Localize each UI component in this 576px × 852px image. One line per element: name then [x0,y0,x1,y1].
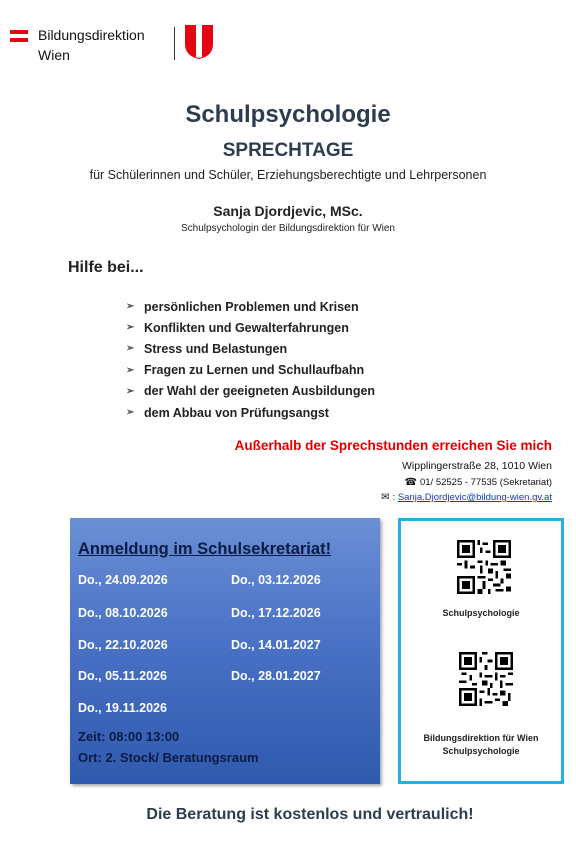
qr-code-icon[interactable] [457,540,511,594]
email-link[interactable]: Sanja.Djordjevic@bildung-wien.gv.at [397,492,552,503]
date-item: Do., 08.10.2026 [78,606,168,620]
qr-label-1: Schulpsychologie [442,608,520,618]
list-item: ➢ Fragen zu Lernen und Schullaufbahn [126,363,365,378]
date-item: Do., 28.01.2027 [231,669,321,683]
date-item: Do., 05.11.2026 [78,669,167,683]
date-item: Do., 17.12.2026 [231,606,321,620]
help-list [126,296,375,423]
appointment-time: Zeit: 08:00 13:00 [78,729,180,744]
appointment-place: Ort: 2. Stock/ Beratungsraum [78,750,259,765]
appointment-box [70,518,380,784]
bullet-icon: ➢ [126,385,135,397]
list-item: ➢ Konflikten und Gewalterfahrungen [126,320,349,335]
list-item: ➢ dem Abbau von Prüfungsangst [126,405,329,420]
bullet-icon: ➢ [126,407,135,419]
contact-heading: Außerhalb der Sprechstunden erreichen Sie mich [234,438,552,453]
contact-email: ✉ : Sanja.Djordjevic@bildung-wien.gv.at [381,492,552,503]
page-title: Schulpsychologie [185,101,391,128]
psychologist-name: Sanja Djordjevic, MSc. [213,203,363,219]
austria-flag-icon [10,30,28,42]
logo-line1: Bildungsdirektion [38,27,145,43]
date-item: Do., 22.10.2026 [78,638,168,652]
list-item: ➢ Stress und Belastungen [126,341,288,356]
bullet-icon: ➢ [126,322,135,334]
date-item: Do., 19.11.2026 [78,701,167,715]
qr-box [398,518,564,784]
contact-address: Wipplingerstraße 28, 1010 Wien [402,460,552,472]
list-item: ➢ der Wahl der geeigneten Ausbildungen [126,384,376,399]
footer-text: Die Beratung ist kostenlos und vertraulich! [146,806,474,823]
page-subtitle: SPRECHTAGE [222,140,354,161]
audience-text: für Schülerinnen und Schüler, Erziehungsberechtigte und Lehrpersonen [89,168,487,182]
bullet-icon: ➢ [126,343,135,355]
appointment-heading: Anmeldung im Schulsekretariat! [78,540,332,558]
help-heading: Hilfe bei... [68,259,144,276]
vienna-crest-icon [184,24,214,60]
phone-number: 01/ 52525 - 77535 (Sekretariat) [419,477,552,488]
logo-text [38,25,145,65]
date-item: Do., 24.09.2026 [78,573,168,587]
date-item: Do., 14.01.2027 [231,638,321,652]
bullet-icon: ➢ [126,364,135,376]
qr-label-2: Bildungsdirektion für Wien Schulpsychologie [423,733,539,756]
bullet-icon: ➢ [126,301,135,313]
logo-divider [174,27,175,60]
psychologist-role: Schulpsychologin der Bildungsdirektion für Wien [180,223,395,234]
contact-phone [405,477,553,488]
logo-line2: Wien [38,47,70,63]
envelope-icon: ✉ [381,492,390,503]
phone-icon: ☎ [404,477,417,488]
list-item: ➢ persönlichen Problemen und Krisen [126,299,359,314]
qr-code-icon[interactable] [459,652,513,706]
date-item: Do., 03.12.2026 [231,573,321,587]
